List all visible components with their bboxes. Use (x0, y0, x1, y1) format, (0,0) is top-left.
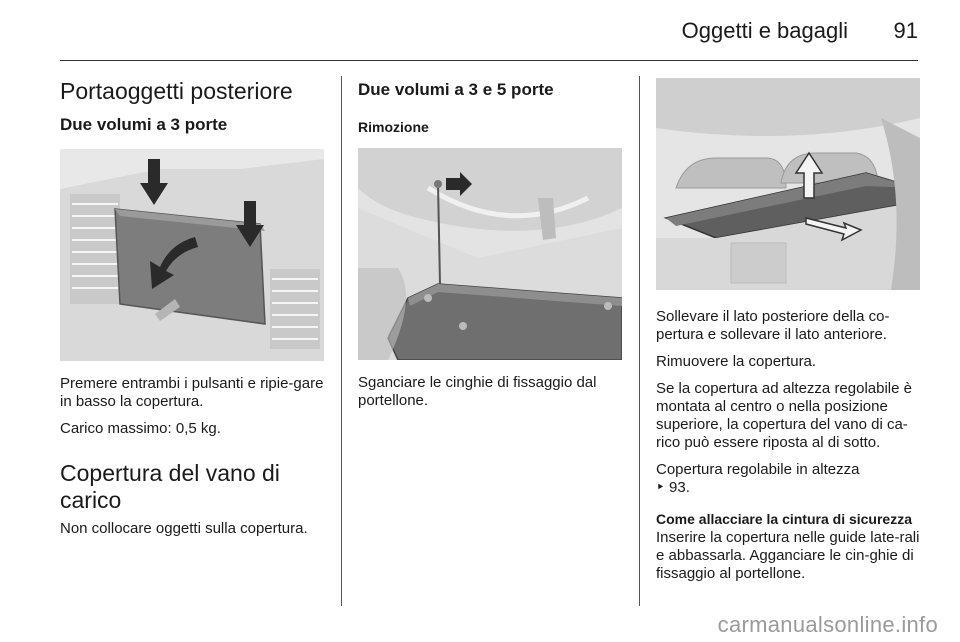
column-3 (656, 78, 922, 592)
instruction-lift-cover: Sollevare il lato posteriore della co-pertura e sollevare il lato anteriore. (656, 308, 890, 343)
instruction-remove-cover: Rimuovere la copertura. (656, 353, 817, 370)
subtitle-3-door: Due volumi a 3 porte (60, 115, 228, 134)
page-ref-link[interactable]: 93. (669, 479, 690, 496)
column-1 (60, 78, 328, 547)
column-divider-left (341, 76, 342, 606)
column-divider-right (639, 76, 640, 606)
section-title-load-cover: Copertura del vano di carico (60, 460, 280, 513)
subheading-seat-belt: Come allacciare la cintura di sicurezza (656, 511, 913, 527)
removal-label: Rimozione (358, 119, 429, 135)
ref-title: Copertura regolabile in altezza (656, 461, 860, 478)
tailgate-strap-illustration (358, 148, 622, 360)
instruction-insert-cover: Inserire la copertura nelle guide late-rali e abbassarla. Agganciare le cin-ghie di fissaggio al portellone. (656, 529, 920, 582)
section-title-rear-storage: Portaoggetti posteriore (60, 78, 293, 104)
instruction-fold-cover: Premere entrambi i pulsanti e ripie-gare in basso la copertura. (60, 375, 324, 410)
column-2 (358, 78, 628, 419)
instruction-unhook-straps: Sganciare le cinghie di fissaggio dal portellone. (358, 374, 597, 409)
page-header-title: Oggetti e bagagli (681, 18, 848, 43)
header-rule (60, 60, 918, 61)
rear-storage-illustration (60, 149, 324, 361)
page-ref-arrow-icon: ‣ (656, 479, 665, 496)
height-adjustable-cover-ref (656, 461, 922, 497)
page-number: 91 (893, 18, 918, 43)
subtitle-3-5-door: Due volumi a 3 e 5 porte (358, 80, 554, 99)
instruction-store-cover: Se la copertura ad altezza regolabile è montata al centro o nella posizione superiore, la copertura del vano di ca-rico può essere riposta al di sotto. (656, 380, 912, 451)
load-cover-warning: Non collocare oggetti sulla copertura. (60, 520, 308, 537)
max-load-text: Carico massimo: 0,5 kg. (60, 420, 221, 437)
watermark: carmanualsonline.info (717, 612, 938, 637)
load-cover-illustration (656, 78, 920, 290)
